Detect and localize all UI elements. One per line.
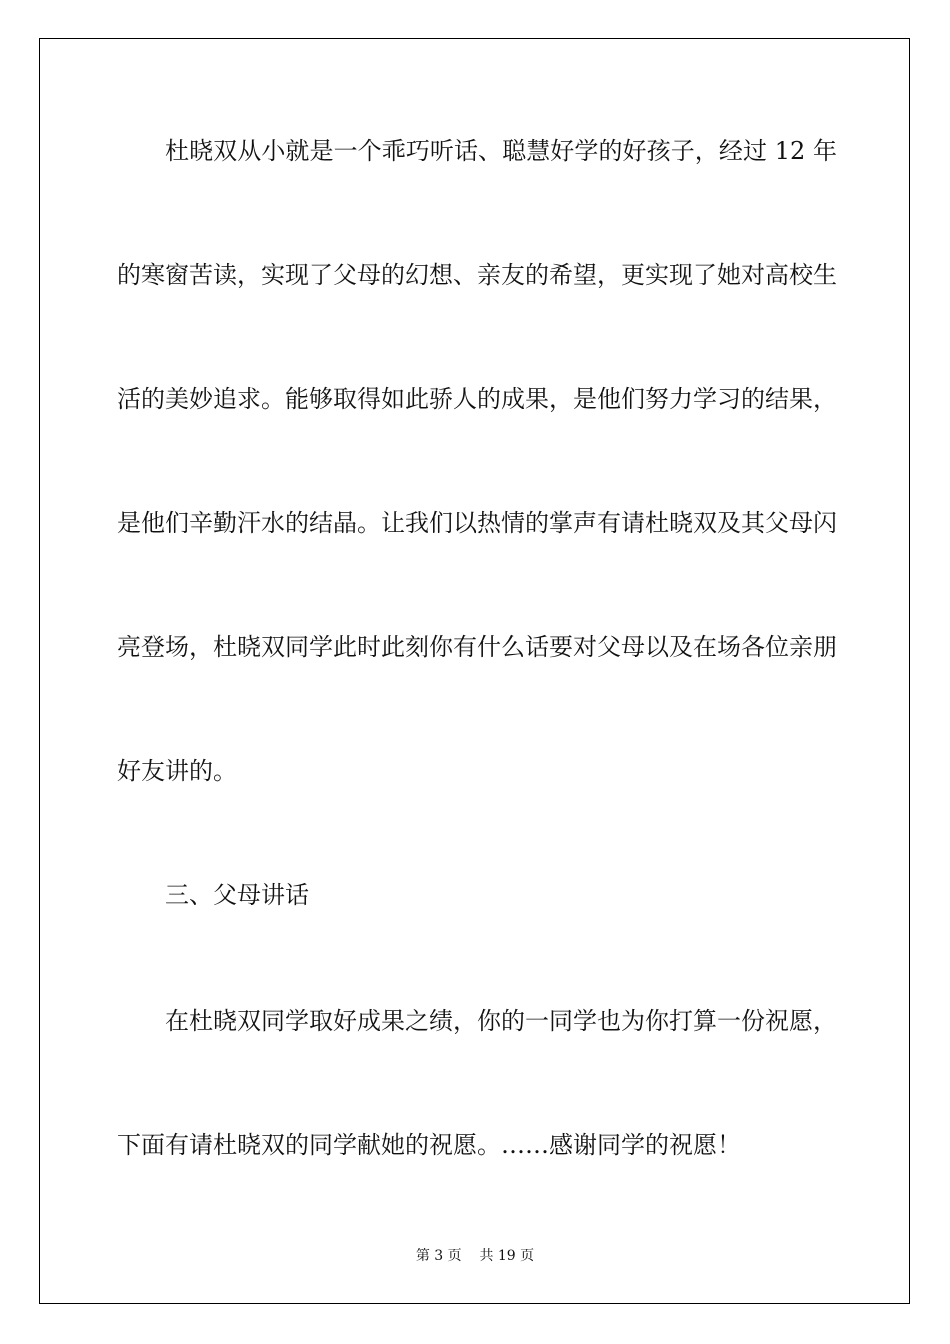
page-border [39, 38, 910, 1304]
paragraph-line-2: 的寒窗苦读，实现了父母的幻想、亲友的希望，更实现了她对高校生 [117, 261, 837, 289]
paragraph-line-1: 杜晓双从小就是一个乖巧听话、聪慧好学的好孩子，经过 12 年 [165, 137, 837, 165]
paragraph-line-8: 在杜晓双同学取好成果之绩，你的一同学也为你打算一份祝愿， [165, 1007, 837, 1035]
section-heading: 三、父母讲话 [165, 881, 309, 909]
total-pages: 共 19 页 [479, 1248, 535, 1264]
paragraph-line-3: 活的美妙追求。能够取得如此骄人的成果，是他们努力学习的结果， [117, 385, 837, 413]
page-footer [0, 1246, 950, 1266]
paragraph-line-5: 亮登场，杜晓双同学此时此刻你有什么话要对父母以及在场各位亲朋 [117, 633, 837, 661]
paragraph-line-9: 下面有请杜晓双的同学献她的祝愿。……感谢同学的祝愿！ [117, 1131, 741, 1159]
paragraph-line-4: 是他们辛勤汗水的结晶。让我们以热情的掌声有请杜晓双及其父母闪 [117, 509, 837, 537]
page-number: 第 3 页 [415, 1248, 462, 1264]
paragraph-line-6: 好友讲的。 [117, 757, 237, 785]
